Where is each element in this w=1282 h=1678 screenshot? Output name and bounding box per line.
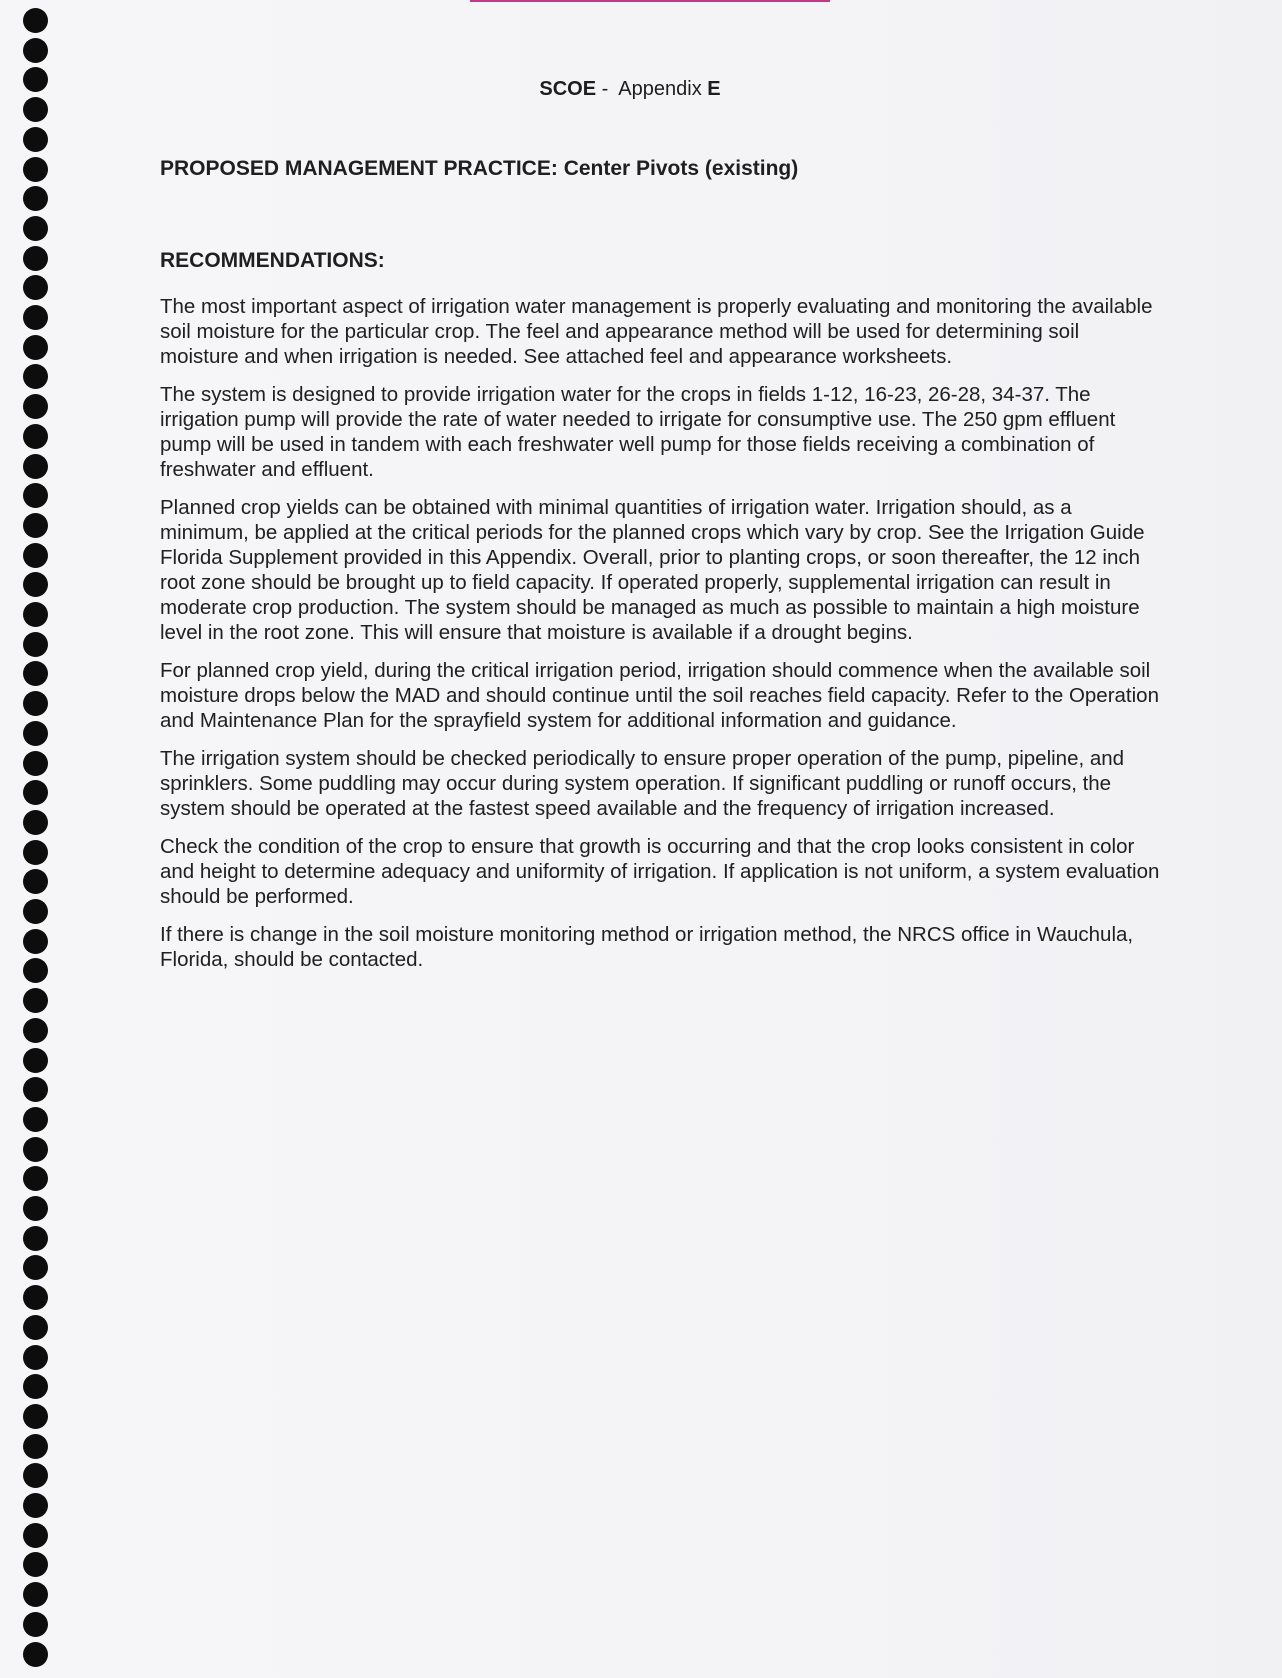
binding-hole: [23, 751, 48, 776]
binding-hole: [23, 454, 48, 479]
binding-hole: [23, 1552, 48, 1577]
binding-hole: [23, 1018, 48, 1043]
header-separator: -: [596, 78, 619, 100]
binding-hole: [23, 1374, 48, 1399]
paragraph: Planned crop yields can be obtained with minimal quantities of irrigation water. Irrigation should, as a minimum, be applied at the critical periods for the planned crops which vary by crop. See the Irrigation Guide Florida Supplement provided in this Appendix. Overall, prior to planting crops, or soon thereafter, the 12 inch root zone should be brought up to field capacity. If operated properly, supplemental irrigation can result in moderate crop production. The system should be managed as much as possible to maintain a high moisture level in the root zone. This will ensure that moisture is available if a drought begins.: [160, 496, 1145, 644]
binding-hole: [23, 394, 48, 419]
binding-hole: [23, 1255, 48, 1280]
binding-hole: [23, 1612, 48, 1637]
binding-hole: [23, 1523, 48, 1548]
binding-hole: [23, 1642, 48, 1667]
practice-label: PROPOSED MANAGEMENT PRACTICE:: [160, 157, 564, 180]
binding-hole: [23, 1404, 48, 1429]
binding-hole: [23, 127, 48, 152]
paragraph: The system is designed to provide irrigation water for the crops in fields 1-12, 16-23, 26-28, 34-37. The irrigation pump will provide the rate of water needed to irrigate for consumptive use. The 250 gpm effluent pump will be used in tandem with each freshwater well pump for those fields receiving a combination of freshwater and effluent.: [160, 383, 1116, 481]
binding-hole: [23, 899, 48, 924]
binding-hole: [23, 543, 48, 568]
binding-hole: [23, 632, 48, 657]
binding-hole: [23, 1166, 48, 1191]
binding-hole: [23, 1077, 48, 1102]
binding-hole: [23, 572, 48, 597]
practice-value: Center Pivots (existing): [563, 157, 799, 180]
binding-hole: [23, 424, 48, 449]
practice-title: [160, 156, 1160, 182]
binding-hole: [23, 1582, 48, 1607]
binding-hole: [23, 246, 48, 271]
binding-hole: [23, 988, 48, 1013]
binding-hole: [23, 810, 48, 835]
binding-hole: [23, 1196, 48, 1221]
binding-hole: [23, 1345, 48, 1370]
binding-hole: [23, 186, 48, 211]
binding-hole: [23, 602, 48, 627]
binding-hole: [23, 691, 48, 716]
binding-hole: [23, 929, 48, 954]
binding-hole: [23, 1463, 48, 1488]
paragraph: The irrigation system should be checked periodically to ensure proper operation of the pump, pipeline, and sprinklers. Some puddling may occur during system operation. If significant puddling or runoff occurs, the system should be operated at the fastest speed available and the frequency of irrigation increased.: [160, 747, 1125, 820]
binding-hole: [23, 157, 48, 182]
binding-hole: [23, 275, 48, 300]
binding-hole: [23, 721, 48, 746]
paragraph: Check the condition of the crop to ensure that growth is occurring and that the crop looks consistent in color and height to determine adequacy and uniformity of irrigation. If application is not uniform, a system evaluation should be performed.: [160, 835, 1160, 908]
recommendations-text: [160, 294, 1160, 972]
header-label: Appendix: [618, 78, 708, 100]
binding-hole: [23, 483, 48, 508]
binding-hole: [23, 1048, 48, 1073]
recommendations-heading: RECOMMENDATIONS:: [160, 249, 385, 272]
binding-hole: [23, 780, 48, 805]
binding-hole: [23, 958, 48, 983]
binding-hole: [23, 335, 48, 360]
binding-hole: [23, 1493, 48, 1518]
paragraph: For planned crop yield, during the critical irrigation period, irrigation should commence when the available soil moisture drops below the MAD and should continue until the soil reaches field capacity. Refer to the Operation and Maintenance Plan for the sprayfield system for additional information and guidance.: [160, 659, 1159, 732]
binding-hole: [23, 869, 48, 894]
binding-hole: [23, 1285, 48, 1310]
paragraph: The most important aspect of irrigation water management is properly evaluating and monitoring the available soil moisture for the particular crop. The feel and appearance method will be used for determining soil moisture and when irrigation is needed. See attached feel and appearance worksheets.: [160, 295, 1153, 368]
spiral-binding: [20, 8, 50, 1678]
binding-hole: [23, 216, 48, 241]
header-letter: E: [707, 78, 721, 100]
binding-hole: [23, 1137, 48, 1162]
page-header: [0, 78, 1260, 101]
binding-hole: [23, 1315, 48, 1340]
binding-hole: [23, 840, 48, 865]
binding-hole: [23, 1107, 48, 1132]
binding-hole: [23, 8, 48, 33]
scan-edge-mark: [470, 0, 830, 2]
header-prefix: SCOE: [539, 78, 597, 100]
binding-hole: [23, 364, 48, 389]
binding-hole: [23, 38, 48, 63]
binding-hole: [23, 661, 48, 686]
document-body: [160, 156, 1160, 985]
binding-hole: [23, 1434, 48, 1459]
binding-hole: [23, 305, 48, 330]
paragraph: If there is change in the soil moisture monitoring method or irrigation method, the NRCS office in Wauchula, Florida, should be contacted.: [160, 923, 1134, 971]
binding-hole: [23, 513, 48, 538]
binding-hole: [23, 1226, 48, 1251]
